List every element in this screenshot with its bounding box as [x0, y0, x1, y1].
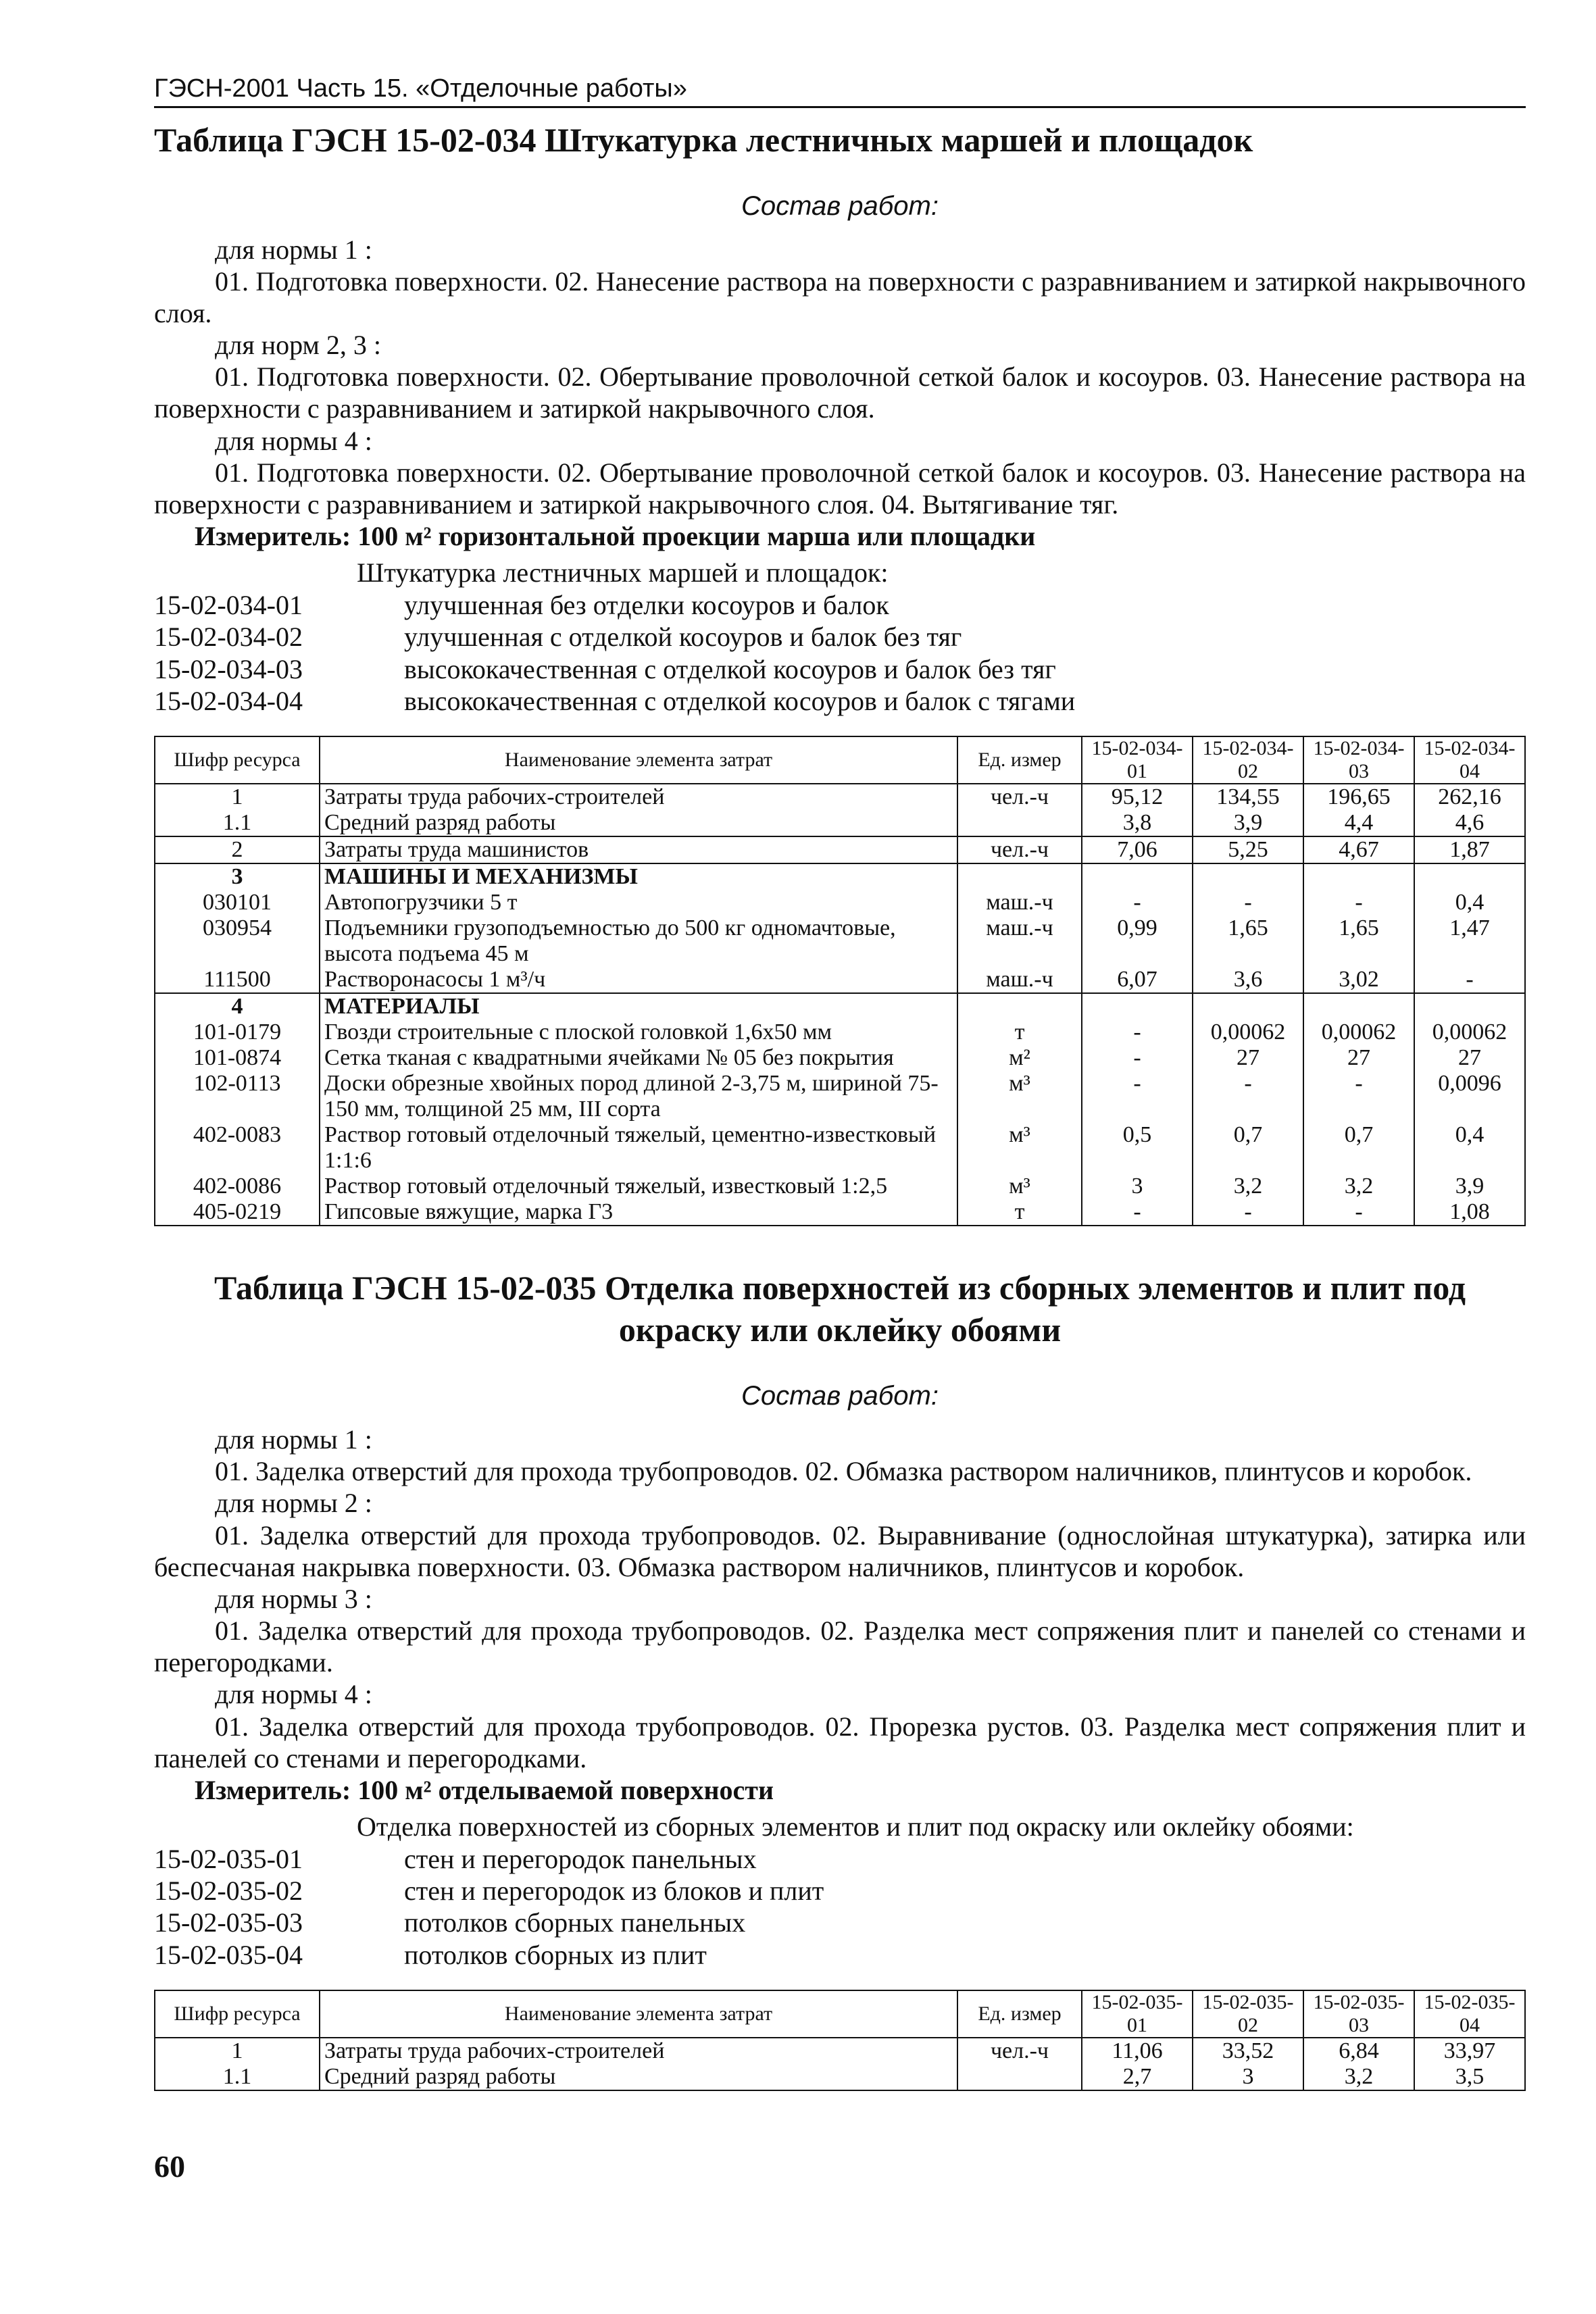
- norm-desc: стен и перегородок панельных: [404, 1844, 757, 1874]
- col-header: Ед. измер: [957, 736, 1082, 784]
- norm-code: 15-02-034-04: [154, 685, 303, 716]
- table1-measure: Измеритель: 100 м² горизонтальной проекции марша или площадки: [195, 521, 1036, 552]
- cell-code: 3: [155, 863, 320, 890]
- cell-value: 4,6: [1414, 810, 1525, 836]
- col-header: 15-02-035-03: [1303, 1990, 1414, 2038]
- cell-name: Средний разряд работы: [320, 2064, 957, 2090]
- cell-value: 11,06: [1082, 2038, 1193, 2064]
- cell-unit: [957, 863, 1082, 890]
- cell-name: МАШИНЫ И МЕХАНИЗМЫ: [320, 863, 957, 890]
- code-item: [154, 621, 1526, 653]
- cell-code: 1.1: [155, 2064, 320, 2090]
- cell-value: [1414, 993, 1525, 1020]
- work-label: для нормы 1 :: [215, 234, 372, 265]
- cell-name: Гвозди строительные с плоской головкой 1,6x50 мм: [320, 1020, 957, 1045]
- table-row: [155, 1122, 1525, 1174]
- cell-name: Автопогрузчики 5 т: [320, 890, 957, 915]
- table2-code-list: [154, 1843, 1526, 1971]
- cell-unit: м²: [957, 1045, 1082, 1071]
- code-item: [154, 1843, 1526, 1875]
- table-row: [155, 1045, 1525, 1071]
- norm-code: 15-02-035-01: [154, 1844, 303, 1874]
- cell-unit: маш.-ч: [957, 967, 1082, 993]
- cell-unit: чел.-ч: [957, 784, 1082, 810]
- cell-value: 1,47: [1414, 915, 1525, 967]
- cell-value: 27: [1414, 1045, 1525, 1071]
- cell-value: 1,65: [1193, 915, 1303, 967]
- cell-value: 1,65: [1303, 915, 1414, 967]
- table-row: [155, 836, 1525, 863]
- table-row: [155, 1020, 1525, 1045]
- work-text: 01. Подготовка поверхности. 02. Нанесение раствора на поверхности с разравниванием и затиркой накрывочного слоя.: [154, 266, 1526, 328]
- cell-value: [1303, 863, 1414, 890]
- norm-desc: стен и перегородок из блоков и плит: [404, 1876, 824, 1907]
- norm-desc: потолков сборных панельных: [404, 1907, 746, 1938]
- col-header: Шифр ресурса: [155, 736, 320, 784]
- work-text: 01. Заделка отверстий для прохода трубопроводов. 02. Прорезка рустов. 03. Разделка мест сопряжения плит и панелей со стенами и перегородками.: [154, 1711, 1526, 1774]
- table-row: [155, 993, 1525, 1020]
- col-header: 15-02-034-04: [1414, 736, 1525, 784]
- work-label: для нормы 4 :: [215, 425, 372, 456]
- table2-title: Таблица ГЭСН 15-02-035 Отделка поверхностей из сборных элементов и плит под окраску или оклейку обоями: [214, 1268, 1466, 1349]
- cell-code: 030101: [155, 890, 320, 915]
- table1-subtitle: Штукатурка лестничных маршей и площадок:: [357, 557, 889, 588]
- table1-title: Таблица ГЭСН 15-02-034 Штукатурка лестничных маршей и площадок: [154, 121, 1253, 159]
- page-number: 60: [154, 2149, 185, 2184]
- cell-value: -: [1193, 1071, 1303, 1122]
- cell-unit: м³: [957, 1122, 1082, 1174]
- cell-value: 262,16: [1414, 784, 1525, 810]
- cell-value: [1193, 993, 1303, 1020]
- work-label: для нормы 2 :: [215, 1488, 372, 1519]
- cell-name: МАТЕРИАЛЫ: [320, 993, 957, 1020]
- cell-value: 95,12: [1082, 784, 1193, 810]
- cell-value: -: [1193, 1199, 1303, 1226]
- cell-name: Сетка тканая с квадратными ячейками № 05 без покрытия: [320, 1045, 957, 1071]
- cell-value: 3,9: [1193, 810, 1303, 836]
- table-row: [155, 2038, 1525, 2064]
- cell-code: 111500: [155, 967, 320, 993]
- cell-code: 102-0113: [155, 1071, 320, 1122]
- norm-code: 15-02-035-04: [154, 1939, 303, 1970]
- table-row: [155, 890, 1525, 915]
- table1-resource-table: [154, 736, 1526, 1226]
- cell-value: -: [1303, 1199, 1414, 1226]
- cell-code: 030954: [155, 915, 320, 967]
- cell-value: 3,02: [1303, 967, 1414, 993]
- cell-code: 405-0219: [155, 1199, 320, 1226]
- col-header: 15-02-034-03: [1303, 736, 1414, 784]
- table-header-row: [155, 736, 1525, 784]
- table2-body: [155, 2038, 1525, 2090]
- cell-value: 3,5: [1414, 2064, 1525, 2090]
- cell-value: -: [1193, 890, 1303, 915]
- cell-name: Затраты труда рабочих-строителей: [320, 784, 957, 810]
- code-item: [154, 653, 1526, 685]
- cell-value: 3,2: [1303, 1174, 1414, 1199]
- cell-code: 4: [155, 993, 320, 1020]
- cell-value: 27: [1193, 1045, 1303, 1071]
- cell-value: 3,8: [1082, 810, 1193, 836]
- cell-value: 0,4: [1414, 890, 1525, 915]
- norm-code: 15-02-035-03: [154, 1907, 303, 1938]
- cell-value: 3: [1082, 1174, 1193, 1199]
- work-text: 01. Заделка отверстий для прохода трубопроводов. 02. Выравнивание (однослойная штукатурка), затирка или беспесчаная накрывка поверхности. 03. Обмазка раствором наличников, плинтусов и коробок.: [154, 1519, 1526, 1582]
- cell-name: Подъемники грузоподъемностью до 500 кг одномачтовые, высота подъема 45 м: [320, 915, 957, 967]
- table2-work-list: [154, 1424, 1526, 1774]
- norm-desc: высококачественная с отделкой косоуров и балок с тягами: [404, 685, 1076, 716]
- col-header: 15-02-035-04: [1414, 1990, 1525, 2038]
- work-text: 01. Подготовка поверхности. 02. Обертывание проволочной сеткой балок и косоуров. 03. Нанесение раствора на поверхности с разравниванием и затиркой накрывочного слоя. 04. Вытягивание тяг.: [154, 457, 1526, 520]
- table-row: [155, 784, 1525, 810]
- cell-value: 27: [1303, 1045, 1414, 1071]
- cell-value: [1082, 993, 1193, 1020]
- cell-value: 0,7: [1303, 1122, 1414, 1174]
- work-text: 01. Подготовка поверхности. 02. Обертывание проволочной сеткой балок и косоуров. 03. Нанесение раствора на поверхности с разравниванием и затиркой накрывочного слоя.: [154, 361, 1526, 424]
- cell-value: 0,00062: [1193, 1020, 1303, 1045]
- work-label: для нормы 1 :: [215, 1424, 372, 1455]
- cell-code: 402-0086: [155, 1174, 320, 1199]
- cell-unit: маш.-ч: [957, 915, 1082, 967]
- table-row: [155, 1071, 1525, 1122]
- col-header: 15-02-034-02: [1193, 736, 1303, 784]
- cell-value: -: [1303, 890, 1414, 915]
- norm-desc: потолков сборных из плит: [404, 1939, 707, 1970]
- cell-value: 0,00062: [1414, 1020, 1525, 1045]
- cell-unit: чел.-ч: [957, 836, 1082, 863]
- code-item: [154, 685, 1526, 717]
- cell-value: 134,55: [1193, 784, 1303, 810]
- cell-value: 0,0096: [1414, 1071, 1525, 1122]
- col-header: Наименование элемента затрат: [320, 736, 957, 784]
- cell-value: [1082, 863, 1193, 890]
- norm-code: 15-02-035-02: [154, 1876, 303, 1907]
- cell-value: [1303, 993, 1414, 1020]
- table-row: [155, 2064, 1525, 2090]
- cell-value: -: [1082, 1045, 1193, 1071]
- table1-sostav-label: Состав работ:: [741, 191, 939, 221]
- cell-code: 2: [155, 836, 320, 863]
- cell-name: Раствор готовый отделочный тяжелый, известковый 1:2,5: [320, 1174, 957, 1199]
- table-row: [155, 863, 1525, 890]
- col-header: Шифр ресурса: [155, 1990, 320, 2038]
- work-label: для нормы 3 :: [215, 1583, 372, 1614]
- cell-value: 0,00062: [1303, 1020, 1414, 1045]
- running-header: ГЭСН-2001 Часть 15. «Отделочные работы»: [154, 74, 1526, 108]
- cell-value: -: [1082, 890, 1193, 915]
- cell-code: 402-0083: [155, 1122, 320, 1174]
- cell-value: -: [1082, 1020, 1193, 1045]
- cell-name: Затраты труда рабочих-строителей: [320, 2038, 957, 2064]
- cell-value: 0,99: [1082, 915, 1193, 967]
- norm-desc: улучшенная без отделки косоуров и балок: [404, 590, 889, 621]
- cell-value: 3,9: [1414, 1174, 1525, 1199]
- cell-code: 1: [155, 2038, 320, 2064]
- cell-value: 196,65: [1303, 784, 1414, 810]
- cell-name: Растворонасосы 1 м³/ч: [320, 967, 957, 993]
- cell-value: 3,2: [1303, 2064, 1414, 2090]
- cell-name: Средний разряд работы: [320, 810, 957, 836]
- norm-code: 15-02-034-01: [154, 590, 303, 621]
- cell-value: -: [1414, 967, 1525, 993]
- cell-unit: [957, 993, 1082, 1020]
- cell-value: [1193, 863, 1303, 890]
- cell-name: Доски обрезные хвойных пород длиной 2-3,75 м, шириной 75-150 мм, толщиной 25 мм, III сорта: [320, 1071, 957, 1122]
- table1-work-list: [154, 234, 1526, 521]
- cell-code: 101-0179: [155, 1020, 320, 1045]
- cell-unit: маш.-ч: [957, 890, 1082, 915]
- cell-unit: [957, 810, 1082, 836]
- norm-desc: высококачественная с отделкой косоуров и балок без тяг: [404, 653, 1056, 684]
- cell-value: 33,52: [1193, 2038, 1303, 2064]
- document-page: [154, 74, 1526, 2091]
- cell-name: Гипсовые вяжущие, марка Г3: [320, 1199, 957, 1226]
- cell-code: 1.1: [155, 810, 320, 836]
- cell-value: 0,5: [1082, 1122, 1193, 1174]
- cell-value: 3,2: [1193, 1174, 1303, 1199]
- col-header: Ед. измер: [957, 1990, 1082, 2038]
- cell-unit: [957, 2064, 1082, 2090]
- cell-value: 33,97: [1414, 2038, 1525, 2064]
- cell-unit: т: [957, 1199, 1082, 1226]
- cell-value: 3,6: [1193, 967, 1303, 993]
- cell-value: [1414, 863, 1525, 890]
- cell-name: Затраты труда машинистов: [320, 836, 957, 863]
- table-row: [155, 1174, 1525, 1199]
- table2-measure: Измеритель: 100 м² отделываемой поверхности: [195, 1775, 774, 1805]
- cell-value: 1,87: [1414, 836, 1525, 863]
- code-item: [154, 589, 1526, 621]
- table-row: [155, 810, 1525, 836]
- col-header: 15-02-034-01: [1082, 736, 1193, 784]
- col-header: 15-02-035-01: [1082, 1990, 1193, 2038]
- code-item: [154, 1875, 1526, 1907]
- work-label: для нормы 4 :: [215, 1679, 372, 1710]
- col-header: 15-02-035-02: [1193, 1990, 1303, 2038]
- table1-code-list: [154, 589, 1526, 717]
- work-text: 01. Заделка отверстий для прохода трубопроводов. 02. Обмазка раствором наличников, плинтусов и коробок.: [215, 1456, 1472, 1487]
- work-text: 01. Заделка отверстий для прохода трубопроводов. 02. Разделка мест сопряжения плит и панелей со стенами и перегородками.: [154, 1615, 1526, 1678]
- table2-subtitle: Отделка поверхностей из сборных элементов и плит под окраску или оклейку обоями:: [357, 1811, 1354, 1842]
- cell-value: -: [1303, 1071, 1414, 1122]
- cell-code: 1: [155, 784, 320, 810]
- work-label: для норм 2, 3 :: [215, 330, 381, 361]
- cell-value: 5,25: [1193, 836, 1303, 863]
- cell-value: 1,08: [1414, 1199, 1525, 1226]
- cell-unit: т: [957, 1020, 1082, 1045]
- table1-body: [155, 784, 1525, 1226]
- cell-code: 101-0874: [155, 1045, 320, 1071]
- cell-unit: м³: [957, 1174, 1082, 1199]
- norm-code: 15-02-034-03: [154, 653, 303, 684]
- cell-value: -: [1082, 1071, 1193, 1122]
- cell-value: 4,4: [1303, 810, 1414, 836]
- table-row: [155, 1199, 1525, 1226]
- table2-sostav-label: Состав работ:: [741, 1380, 939, 1411]
- cell-value: 6,07: [1082, 967, 1193, 993]
- code-item: [154, 1939, 1526, 1971]
- code-item: [154, 1907, 1526, 1938]
- cell-value: 3: [1193, 2064, 1303, 2090]
- cell-value: -: [1082, 1199, 1193, 1226]
- cell-unit: чел.-ч: [957, 2038, 1082, 2064]
- table-row: [155, 915, 1525, 967]
- table-header-row: [155, 1990, 1525, 2038]
- table-row: [155, 967, 1525, 993]
- cell-value: 7,06: [1082, 836, 1193, 863]
- cell-unit: м³: [957, 1071, 1082, 1122]
- cell-name: Раствор готовый отделочный тяжелый, цементно-известковый 1:1:6: [320, 1122, 957, 1174]
- cell-value: 2,7: [1082, 2064, 1193, 2090]
- norm-desc: улучшенная с отделкой косоуров и балок без тяг: [404, 622, 962, 653]
- cell-value: 0,4: [1414, 1122, 1525, 1174]
- cell-value: 6,84: [1303, 2038, 1414, 2064]
- col-header: Наименование элемента затрат: [320, 1990, 957, 2038]
- cell-value: 4,67: [1303, 836, 1414, 863]
- norm-code: 15-02-034-02: [154, 622, 303, 653]
- table2-resource-table: [154, 1990, 1526, 2091]
- cell-value: 0,7: [1193, 1122, 1303, 1174]
